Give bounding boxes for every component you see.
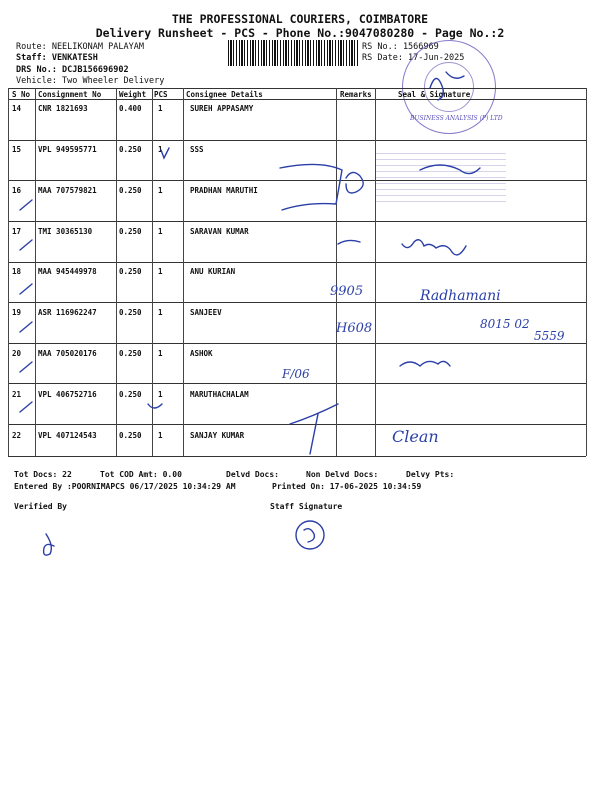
row-weight: 0.250 [119, 308, 142, 317]
row-divider [8, 383, 586, 384]
entered-by: Entered By :POORNIMAPCS 06/17/2025 10:34:29 AM [14, 482, 236, 491]
row-divider [8, 343, 586, 344]
row-weight: 0.250 [119, 227, 142, 236]
handwritten-sign-21: Clean [392, 427, 439, 446]
col-border [152, 88, 153, 456]
runsheet-subtitle: Delivery Runsheet - PCS - Phone No.:9047080280 - Page No.:2 [95, 26, 505, 40]
row-pcs: 1 [158, 267, 163, 276]
row-consignment: VPL 406752716 [38, 390, 97, 399]
col-header-weight: Weight [119, 90, 147, 99]
row-weight: 0.250 [119, 267, 142, 276]
col-header-seal-signature: Seal & Signature [398, 90, 471, 99]
row-consignment: MAA 945449978 [38, 267, 97, 276]
col-header-sno: S No [12, 90, 31, 99]
row-pcs: 1 [158, 145, 163, 154]
handwritten-number-18: 9905 [330, 284, 364, 299]
row-consignment: MAA 707579821 [38, 186, 97, 195]
row-divider [8, 140, 586, 141]
faint-stamp-impression [376, 148, 506, 202]
col-header-pcs: PCS [154, 90, 168, 99]
col-header-consignee: Consignee Details [186, 90, 263, 99]
row-sno: 15 [12, 145, 22, 154]
row-weight: 0.250 [119, 186, 142, 195]
col-header-remarks: Remarks [340, 90, 372, 99]
col-border [336, 88, 337, 456]
row-pcs: 1 [158, 349, 163, 358]
row-consignee: SANJEEV [190, 308, 222, 317]
row-sno: 22 [12, 431, 22, 440]
tick-mark [148, 404, 162, 408]
col-header-consignment: Consignment No [38, 90, 102, 99]
row-pcs: 1 [158, 431, 163, 440]
row-consignee: PRADHAN MARUTHI [190, 186, 258, 195]
staff-label: Staff: VENKATESH [16, 53, 98, 63]
row-divider [8, 180, 586, 181]
row-divider [8, 262, 586, 263]
company-stamp-inner [424, 62, 474, 112]
row-consignee: MARUTHACHALAM [190, 390, 249, 399]
col-border [116, 88, 117, 456]
col-border [586, 88, 587, 456]
handwritten-number-20: F/06 [282, 367, 310, 381]
row-pcs: 1 [158, 186, 163, 195]
row-sno: 20 [12, 349, 22, 358]
printed-on: Printed On: 17-06-2025 10:34:59 [272, 482, 422, 491]
row-consignment: TMI 30365130 [38, 227, 93, 236]
non-delivered-docs: Non Delvd Docs: [306, 470, 379, 479]
row-sno: 14 [12, 104, 22, 113]
row-sno: 18 [12, 267, 22, 276]
vehicle-label: Vehicle: Two Wheeler Delivery [16, 76, 165, 86]
stamp-text: BUSINESS ANALYSIS (P) LTD [410, 115, 503, 122]
signature-stroke [400, 361, 450, 366]
row-pcs: 1 [158, 390, 163, 399]
row-pcs: 1 [158, 104, 163, 113]
row-weight: 0.250 [119, 145, 142, 154]
route-label: Route: NEELIKONAM PALAYAM [16, 42, 144, 52]
col-border [375, 88, 376, 456]
row-consignee: SSS [190, 145, 204, 154]
row-sno: 19 [12, 308, 22, 317]
row-sno: 17 [12, 227, 22, 236]
row-consignee: ASHOK [190, 349, 213, 358]
handwritten-name-19: Radhamani [420, 288, 501, 304]
row-weight: 0.250 [119, 390, 142, 399]
row-sno: 16 [12, 186, 22, 195]
circled-mark [346, 172, 363, 193]
total-cod-amount: Tot COD Amt: 0.00 [100, 470, 182, 479]
signature-stroke [290, 404, 338, 454]
row-divider [8, 221, 586, 222]
signature-stroke [338, 240, 360, 244]
row-weight: 0.250 [119, 349, 142, 358]
row-pcs: 1 [158, 227, 163, 236]
row-consignment: ASR 116962247 [38, 308, 97, 317]
rs-number: RS No.: 1566969 [362, 42, 439, 52]
table-header-border [8, 99, 586, 100]
row-divider [8, 302, 586, 303]
drs-label: DRS No.: DCJB156696902 [16, 65, 129, 75]
row-consignee: SANJAY KUMAR [190, 431, 245, 440]
row-consignment: VPL 407124543 [38, 431, 97, 440]
row-consignment: MAA 705020176 [38, 349, 97, 358]
total-docs: Tot Docs: 22 [14, 470, 72, 479]
staff-signature-label: Staff Signature [270, 502, 343, 511]
row-consignee: SARAVAN KUMAR [190, 227, 249, 236]
row-divider [8, 424, 586, 425]
col-border [35, 88, 36, 456]
rs-date: RS Date: 17-Jun-2025 [362, 53, 465, 63]
handwritten-number-19: H608 [336, 321, 373, 336]
verified-signature [44, 534, 54, 555]
col-border [183, 88, 184, 456]
company-title: THE PROFESSIONAL COURIERS, COIMBATORE [171, 12, 429, 26]
row-sno: 21 [12, 390, 22, 399]
verified-by-label: Verified By [14, 502, 67, 511]
row-consignee: SUREH APPASAMY [190, 104, 254, 113]
table-top-border [8, 88, 586, 89]
col-border [8, 88, 9, 456]
delivery-points: Delvy Pts: [406, 470, 455, 479]
row-consignment: CNR 1821693 [38, 104, 88, 113]
barcode [228, 40, 360, 66]
row-pcs: 1 [158, 308, 163, 317]
signature-stroke [280, 164, 342, 210]
handwritten-code-19b: 5559 [534, 329, 565, 343]
staff-signature-circle [296, 521, 324, 549]
row-consignment: VPL 949595771 [38, 145, 97, 154]
signature-stroke [402, 240, 466, 255]
handwritten-code-19: 8015 02 [480, 317, 530, 331]
row-weight: 0.400 [119, 104, 142, 113]
table-bottom-border [8, 456, 586, 457]
row-consignee: ANU KURIAN [190, 267, 236, 276]
delivered-docs: Delvd Docs: [226, 470, 279, 479]
row-weight: 0.250 [119, 431, 142, 440]
